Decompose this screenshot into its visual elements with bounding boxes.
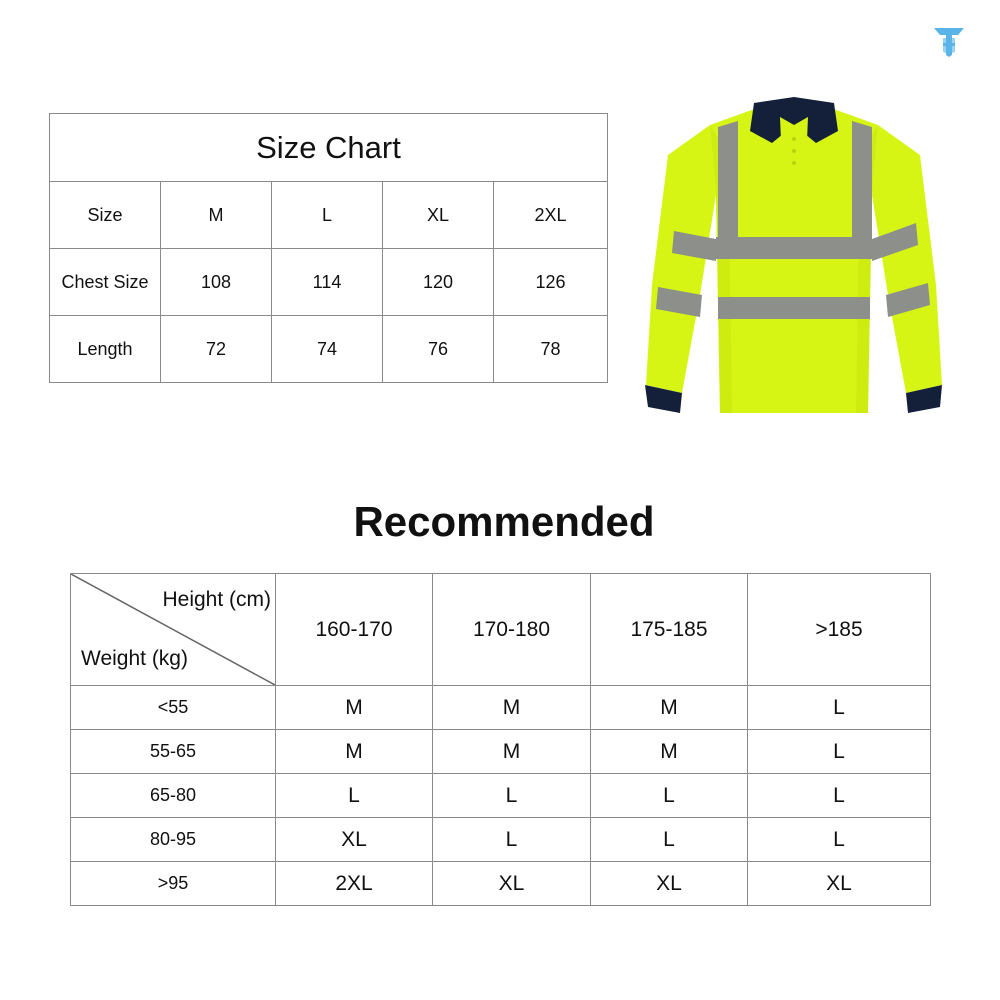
size-cell: M — [433, 686, 591, 730]
size-cell: L — [748, 686, 931, 730]
corner-header-cell — [71, 574, 276, 686]
row-label: Chest Size — [50, 249, 161, 316]
row-label: Length — [50, 316, 161, 383]
height-axis-label: Height (cm) — [162, 588, 271, 611]
size-cell: XL — [433, 862, 591, 906]
size-chart-table — [49, 113, 608, 383]
size-cell: XL — [591, 862, 748, 906]
weight-axis-label: Weight (kg) — [81, 647, 188, 670]
recommended-size-table — [70, 573, 931, 906]
height-header-cell: >185 — [748, 574, 931, 686]
size-cell: L — [748, 774, 931, 818]
table-cell: 114 — [272, 249, 383, 316]
table-row — [71, 818, 931, 862]
size-cell: M — [591, 686, 748, 730]
table-cell: 76 — [383, 316, 494, 383]
height-header-cell: 160-170 — [276, 574, 433, 686]
size-cell: M — [591, 730, 748, 774]
size-chart-title: Size Chart — [50, 114, 608, 182]
weight-label: <55 — [71, 686, 276, 730]
size-cell: M — [276, 730, 433, 774]
size-header-label: Size — [50, 182, 161, 249]
size-cell: M — [276, 686, 433, 730]
chest-size-row — [50, 249, 608, 316]
size-header-cell: 2XL — [494, 182, 608, 249]
size-cell: L — [591, 818, 748, 862]
table-row — [71, 686, 931, 730]
size-header-cell: XL — [383, 182, 494, 249]
table-cell: 108 — [161, 249, 272, 316]
height-header-cell: 175-185 — [591, 574, 748, 686]
weight-label: >95 — [71, 862, 276, 906]
size-cell: L — [591, 774, 748, 818]
recommended-title: Recommended — [353, 498, 655, 545]
height-header-cell: 170-180 — [433, 574, 591, 686]
height-header-row — [71, 574, 931, 686]
size-header-cell: L — [272, 182, 383, 249]
product-shirt-image — [640, 95, 948, 420]
table-cell: 78 — [494, 316, 608, 383]
weight-label: 80-95 — [71, 818, 276, 862]
size-cell: L — [748, 730, 931, 774]
table-cell: 74 — [272, 316, 383, 383]
table-cell: 120 — [383, 249, 494, 316]
size-cell: L — [276, 774, 433, 818]
size-cell: M — [433, 730, 591, 774]
size-cell: 2XL — [276, 862, 433, 906]
table-cell: 126 — [494, 249, 608, 316]
table-row — [71, 730, 931, 774]
table-row — [71, 862, 931, 906]
size-header-cell: M — [161, 182, 272, 249]
size-cell: L — [748, 818, 931, 862]
table-cell: 72 — [161, 316, 272, 383]
brand-logo-icon — [932, 26, 966, 58]
weight-label: 65-80 — [71, 774, 276, 818]
length-row — [50, 316, 608, 383]
weight-label: 55-65 — [71, 730, 276, 774]
size-cell: L — [433, 774, 591, 818]
table-row — [71, 774, 931, 818]
size-cell: XL — [748, 862, 931, 906]
size-header-row — [50, 182, 608, 249]
size-cell: L — [433, 818, 591, 862]
size-cell: XL — [276, 818, 433, 862]
